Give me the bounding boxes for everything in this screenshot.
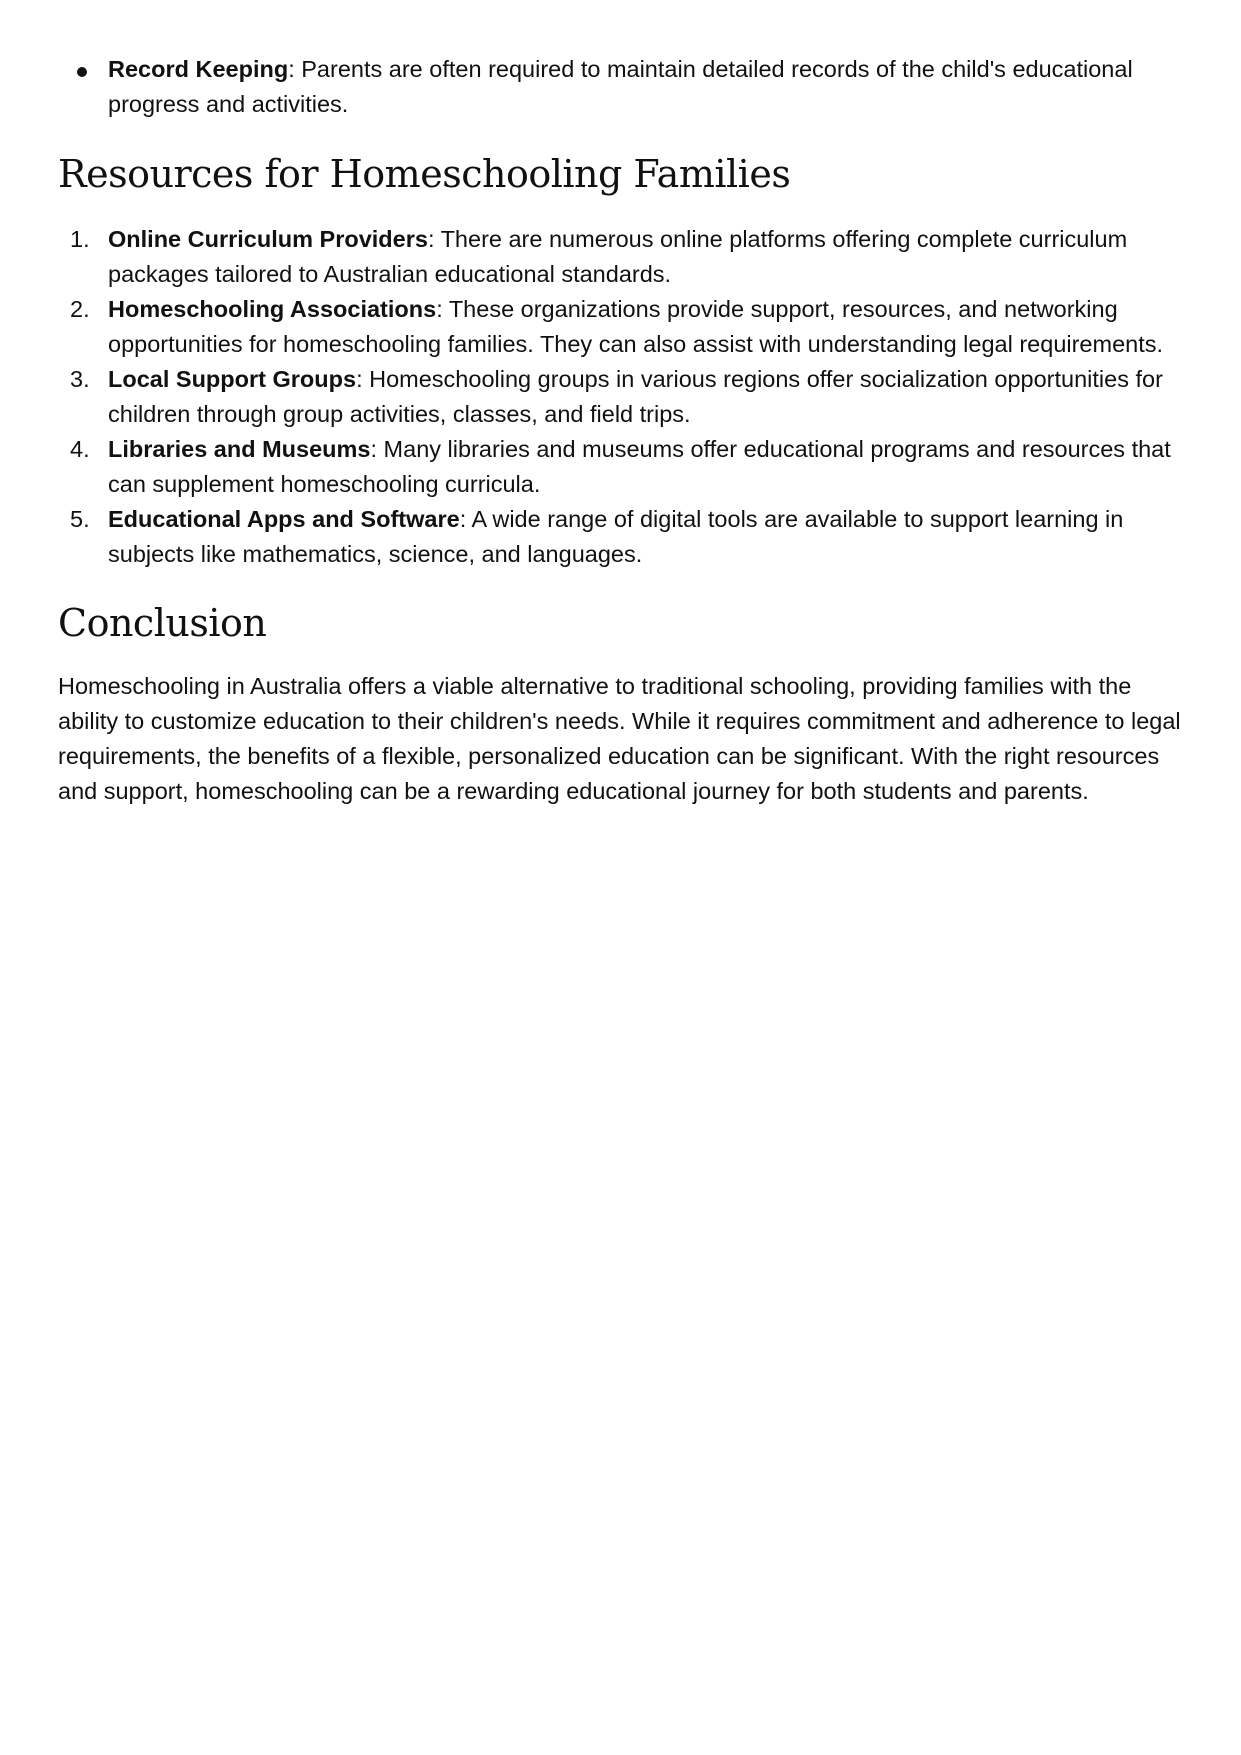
resources-list xyxy=(58,222,1188,572)
resources-list-item xyxy=(58,502,1188,572)
resources-list-item xyxy=(58,222,1188,292)
list-number: 3. xyxy=(70,366,90,392)
list-item-title: Libraries and Museums xyxy=(108,436,371,462)
list-item-text: : There are numerous online platforms offering complete curriculum packages tailored to Australian educational standards. xyxy=(108,226,1128,287)
list-item-title: Online Curriculum Providers xyxy=(108,226,428,252)
resources-list-item xyxy=(58,362,1188,432)
resources-heading: Resources for Homeschooling Families xyxy=(58,152,791,196)
list-number: 5. xyxy=(70,506,90,532)
resources-list-item xyxy=(58,432,1188,502)
bullet-item-record-keeping xyxy=(58,52,1188,122)
list-item-text: : Many libraries and museums offer educational programs and resources that can supplement homeschooling curricula. xyxy=(108,436,1171,497)
list-item-title: Local Support Groups xyxy=(108,366,357,392)
document-page xyxy=(58,52,1188,809)
list-number: 1. xyxy=(70,226,90,252)
conclusion-heading: Conclusion xyxy=(58,601,267,645)
bullet-item-text: : Parents are often required to maintain detailed records of the child's educational progress and activities. xyxy=(108,56,1133,117)
list-item-text: : These organizations provide support, resources, and networking opportunities for homeschooling families. They can also assist with understanding legal requirements. xyxy=(108,296,1164,357)
list-item-text: : Homeschooling groups in various regions offer socialization opportunities for children through group activities, classes, and field trips. xyxy=(108,366,1163,427)
conclusion-paragraph: Homeschooling in Australia offers a viable alternative to traditional schooling, providing families with the ability to customize education to their children's needs. While it requires commitment and adherence to legal requirements, the benefits of a flexible, personalized education can be significant. With the right resources and support, homeschooling can be a rewarding educational journey for both students and parents. xyxy=(58,673,1181,804)
list-item-text: : A wide range of digital tools are available to support learning in subjects like mathematics, science, and languages. xyxy=(108,506,1124,567)
bullet-list xyxy=(58,52,1188,122)
list-item-title: Homeschooling Associations xyxy=(108,296,437,322)
resources-list-item xyxy=(58,292,1188,362)
list-number: 2. xyxy=(70,296,90,322)
bullet-item-title: Record Keeping xyxy=(108,56,289,82)
bullet-dot-icon xyxy=(77,67,87,77)
list-number: 4. xyxy=(70,436,90,462)
list-item-title: Educational Apps and Software xyxy=(108,506,460,532)
